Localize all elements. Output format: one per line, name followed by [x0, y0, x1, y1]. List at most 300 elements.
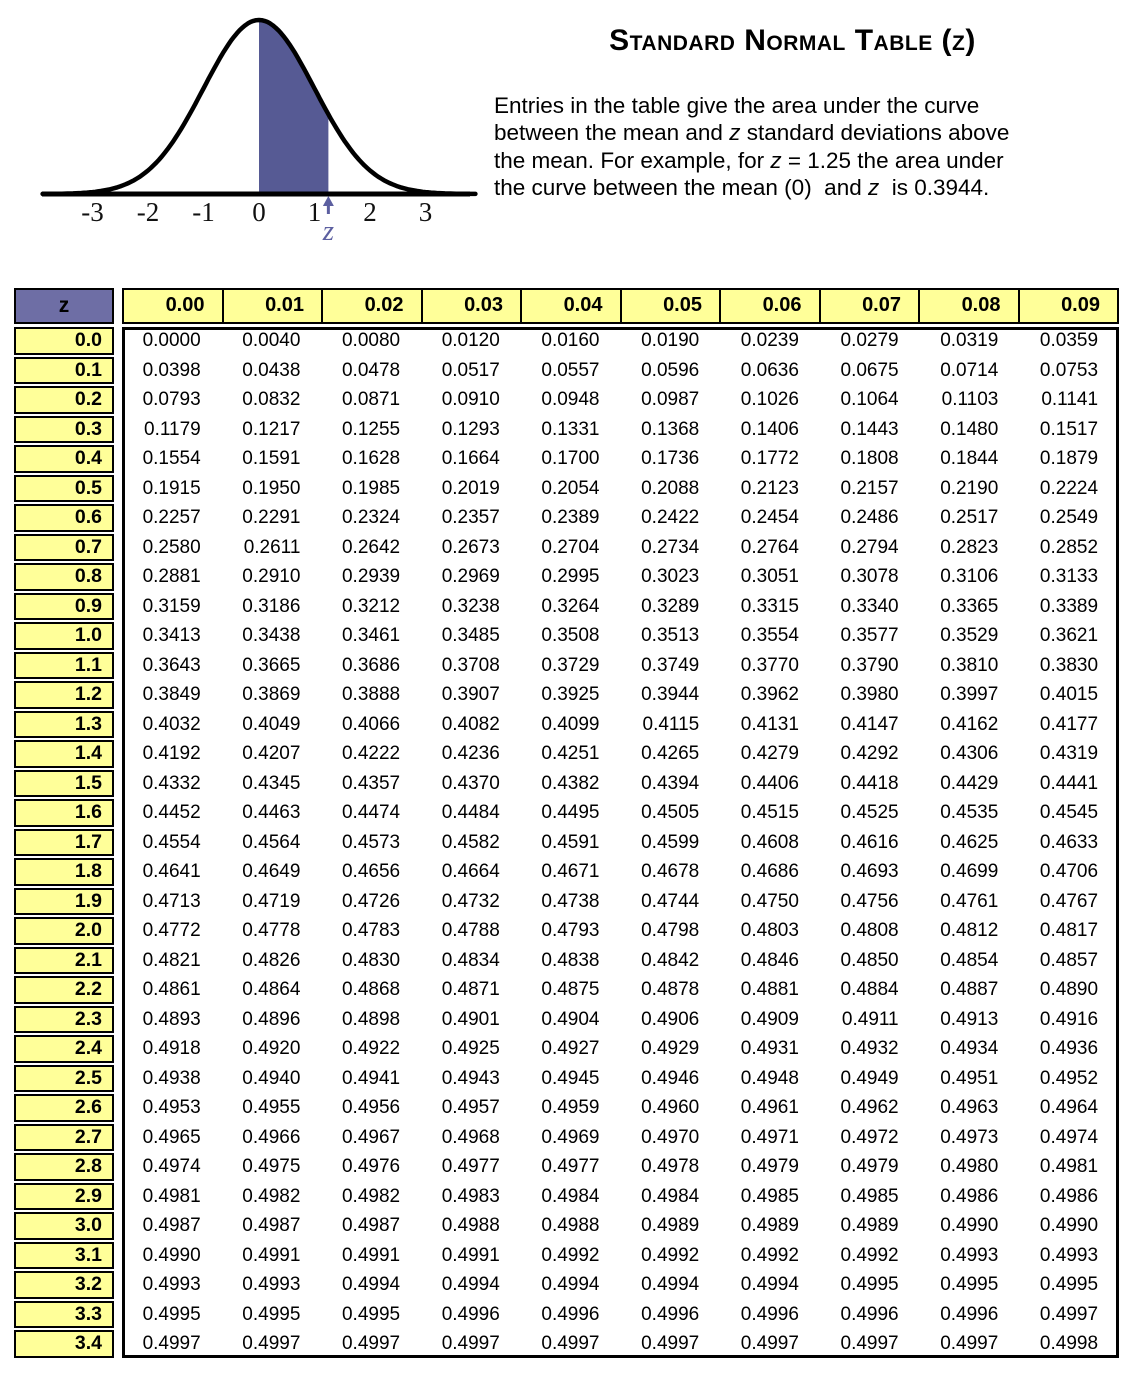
- table-cell: 0.4032: [142, 713, 201, 735]
- row-gap: [114, 1065, 122, 1093]
- table-cell: 0.4990: [142, 1244, 201, 1266]
- table-cell: 0.1879: [1039, 448, 1099, 469]
- z-row-label: 0.4: [14, 445, 114, 473]
- table-cell: 0.4738: [541, 890, 600, 912]
- table-cell: 0.4850: [840, 949, 899, 971]
- row-gap: [114, 770, 122, 798]
- z-corner-header: z: [14, 288, 114, 324]
- z-row-label: 1.3: [14, 711, 114, 739]
- table-cell: 0.4015: [1039, 684, 1099, 705]
- table-cell: 0.4934: [940, 1038, 999, 1059]
- table-cell: 0.1331: [541, 418, 600, 440]
- table-cell: 0.4964: [1039, 1097, 1099, 1118]
- table-cell: 0.4997: [441, 1333, 500, 1354]
- table-cell: 0.4961: [740, 1097, 799, 1118]
- table-cell: 0.4998: [1039, 1333, 1099, 1354]
- table-cell: 0.4992: [840, 1244, 899, 1266]
- table-cell: 0.2881: [142, 566, 201, 587]
- row-cells: [122, 622, 1119, 650]
- column-header: 0.09: [1020, 290, 1118, 322]
- row-cells: [122, 681, 1119, 709]
- table-cell: 0.2910: [242, 566, 301, 587]
- table-cell: 0.4082: [441, 713, 500, 735]
- table-cell: 0.2642: [341, 536, 401, 558]
- row-gap: [114, 593, 122, 621]
- z-row-label: 2.2: [14, 976, 114, 1004]
- row-gap: [114, 1006, 122, 1034]
- row-gap: [114, 976, 122, 1004]
- table-cell: 0.2611: [243, 536, 301, 558]
- table-cell: 0.4978: [641, 1156, 700, 1177]
- table-cell: 0.1950: [242, 477, 301, 499]
- table-cell: 0.0948: [541, 389, 600, 410]
- table-cell: 0.3997: [940, 684, 999, 705]
- table-cell: 0.4977: [541, 1156, 600, 1177]
- z-row-label: 2.1: [14, 947, 114, 975]
- table-cell: 0.4656: [341, 861, 401, 882]
- table-row: [14, 504, 1119, 532]
- table-cell: 0.3315: [740, 595, 799, 617]
- table-cell: 0.4484: [441, 802, 500, 823]
- table-cell: 0.2257: [142, 507, 201, 528]
- table-cell: 0.2734: [641, 536, 700, 558]
- table-cell: 0.4963: [940, 1097, 999, 1118]
- table-cell: 0.4922: [341, 1038, 401, 1059]
- x-axis-tick: 0: [252, 197, 266, 227]
- table-cell: 0.4932: [840, 1038, 899, 1059]
- table-cell: 0.2357: [441, 507, 500, 528]
- table-cell: 0.4887: [940, 979, 999, 1000]
- table-cell: 0.4967: [341, 1126, 401, 1148]
- table-cell: 0.4525: [840, 802, 899, 823]
- table-cell: 0.4871: [441, 979, 500, 1000]
- table-cell: 0.4925: [441, 1038, 500, 1059]
- table-cell: 0.4778: [242, 920, 301, 941]
- row-cells: [122, 1242, 1119, 1270]
- table-cell: 0.0675: [840, 359, 899, 381]
- table-cell: 0.4997: [641, 1333, 700, 1354]
- table-cell: 0.4966: [242, 1126, 301, 1148]
- row-gap: [114, 681, 122, 709]
- row-gap: [114, 534, 122, 562]
- table-row: [14, 1242, 1119, 1270]
- table-row: [14, 1094, 1119, 1122]
- table-row: [14, 1065, 1119, 1093]
- table-cell: 0.4207: [242, 743, 301, 764]
- row-cells: [122, 475, 1119, 503]
- row-cells: [122, 445, 1119, 473]
- table-cell: 0.4976: [341, 1156, 401, 1177]
- z-row-label: 0.3: [14, 416, 114, 444]
- row-gap: [114, 888, 122, 916]
- table-cell: 0.0910: [441, 389, 500, 410]
- table-cell: 0.0160: [541, 330, 600, 351]
- table-cell: 0.2389: [541, 507, 600, 528]
- z-row-label: 1.1: [14, 652, 114, 680]
- table-cell: 0.4756: [840, 890, 899, 912]
- row-cells: [122, 1183, 1119, 1211]
- table-cell: 0.3770: [740, 654, 799, 676]
- table-cell: 0.4744: [641, 890, 700, 912]
- table-cell: 0.3686: [341, 654, 401, 676]
- x-axis-tick: -3: [81, 197, 104, 227]
- description-text: between the mean and: [494, 120, 730, 146]
- table-cell: 0.0636: [740, 359, 799, 381]
- table-cell: 0.4495: [541, 802, 600, 823]
- table-cell: 0.4846: [740, 949, 799, 971]
- z-row-label: 2.5: [14, 1065, 114, 1093]
- table-row: [14, 327, 1119, 355]
- table-cell: 0.4984: [541, 1185, 600, 1207]
- table-row: [14, 416, 1119, 444]
- table-row: [14, 1153, 1119, 1181]
- table-cell: 0.4591: [541, 831, 600, 853]
- table-row: [14, 799, 1119, 827]
- row-cells: [122, 1153, 1119, 1181]
- table-cell: 0.4265: [641, 743, 700, 764]
- table-cell: 0.2823: [940, 536, 999, 558]
- table-cell: 0.4357: [341, 772, 401, 794]
- table-cell: 0.4713: [142, 890, 201, 912]
- table-header-row: [14, 288, 1119, 324]
- z-symbol: z: [729, 120, 741, 146]
- table-cell: 0.4641: [142, 861, 201, 882]
- table-cell: 0.3529: [940, 625, 999, 646]
- table-cell: 0.4306: [940, 743, 999, 764]
- table-cell: 0.4993: [242, 1274, 301, 1295]
- table-cell: 0.4982: [242, 1185, 301, 1207]
- table-cell: 0.0190: [641, 330, 700, 351]
- table-row: [14, 1271, 1119, 1299]
- z-row-label: 1.7: [14, 829, 114, 857]
- table-cell: 0.3729: [541, 654, 600, 676]
- table-cell: 0.4987: [341, 1215, 401, 1236]
- table-row: [14, 917, 1119, 945]
- table-cell: 0.4951: [940, 1067, 999, 1089]
- row-gap: [114, 1183, 122, 1211]
- table-cell: 0.4857: [1039, 949, 1099, 971]
- table-cell: 0.1293: [441, 418, 500, 440]
- table-row: [14, 1006, 1119, 1034]
- table-cell: 0.4994: [541, 1274, 600, 1295]
- table-cell: 0.4177: [1039, 713, 1099, 735]
- table-cell: 0.4986: [1039, 1185, 1099, 1207]
- table-cell: 0.2088: [641, 477, 700, 499]
- table-cell: 0.4927: [541, 1038, 600, 1059]
- table-cell: 0.3849: [142, 684, 201, 705]
- table-cell: 0.4981: [1039, 1156, 1099, 1177]
- table-cell: 0.3212: [341, 595, 401, 617]
- table-cell: 0.2324: [341, 507, 401, 528]
- table-cell: 0.4545: [1039, 802, 1099, 823]
- table-cell: 0.4955: [242, 1097, 301, 1118]
- table-cell: 0.4726: [341, 890, 401, 912]
- table-cell: 0.4131: [740, 713, 799, 735]
- page-title: Standard Normal Table (z): [609, 24, 976, 57]
- table-cell: 0.3023: [641, 566, 700, 587]
- table-row: [14, 947, 1119, 975]
- table-cell: 0.4943: [441, 1067, 500, 1089]
- table-cell: 0.0832: [242, 389, 301, 410]
- z-row-label: 3.4: [14, 1330, 114, 1358]
- table-cell: 0.4960: [641, 1097, 700, 1118]
- table-cell: 0.3159: [142, 595, 201, 617]
- table-cell: 0.3513: [641, 625, 700, 646]
- z-symbol: z: [867, 175, 880, 201]
- z-marker-label: z: [322, 215, 335, 246]
- row-cells: [122, 1094, 1119, 1122]
- table-cell: 0.4993: [142, 1274, 201, 1295]
- row-gap: [114, 799, 122, 827]
- shaded-area: [259, 20, 328, 194]
- table-cell: 0.4931: [740, 1038, 799, 1059]
- table-cell: 0.3340: [840, 595, 899, 617]
- table-cell: 0.4981: [142, 1185, 201, 1207]
- table-cell: 0.4345: [242, 772, 301, 794]
- row-gap: [114, 475, 122, 503]
- table-cell: 0.3389: [1039, 595, 1099, 617]
- table-cell: 0.2517: [940, 507, 999, 528]
- table-cell: 0.3238: [441, 595, 500, 617]
- table-cell: 0.4535: [940, 802, 999, 823]
- table-cell: 0.3925: [541, 684, 600, 705]
- table-cell: 0.4761: [940, 890, 999, 912]
- table-cell: 0.4996: [840, 1303, 899, 1325]
- table-cell: 0.1443: [840, 418, 899, 440]
- table-cell: 0.1808: [840, 448, 899, 469]
- table-cell: 0.4959: [541, 1097, 600, 1118]
- description-line: [494, 92, 1101, 119]
- table-cell: 0.1480: [940, 418, 999, 440]
- table-cell: 0.2291: [242, 507, 301, 528]
- table-cell: 0.0596: [641, 359, 700, 381]
- description-line: [494, 147, 1101, 174]
- table-cell: 0.4996: [541, 1303, 600, 1325]
- table-cell: 0.4767: [1039, 890, 1099, 912]
- table-cell: 0.3554: [740, 625, 799, 646]
- table-cell: 0.4975: [242, 1156, 301, 1177]
- table-cell: 0.4608: [740, 831, 799, 853]
- z-row-label: 2.8: [14, 1153, 114, 1181]
- table-row: [14, 681, 1119, 709]
- table-cell: 0.3810: [940, 654, 999, 676]
- table-cell: 0.4861: [142, 979, 201, 1000]
- column-header: 0.08: [920, 290, 1020, 322]
- table-cell: 0.4997: [840, 1333, 899, 1354]
- z-row-label: 1.5: [14, 770, 114, 798]
- table-cell: 0.4901: [441, 1008, 500, 1030]
- table-cell: 0.1915: [142, 477, 201, 499]
- table-cell: 0.4988: [541, 1215, 600, 1236]
- table-cell: 0.3621: [1039, 625, 1099, 646]
- z-row-label: 1.0: [14, 622, 114, 650]
- table-row: [14, 475, 1119, 503]
- table-cell: 0.4995: [341, 1303, 401, 1325]
- table-cell: 0.2939: [341, 566, 401, 587]
- table-cell: 0.4997: [1039, 1303, 1099, 1325]
- table-cell: 0.4732: [441, 890, 500, 912]
- column-header: 0.06: [721, 290, 821, 322]
- row-gap: [114, 711, 122, 739]
- table-cell: 0.3944: [641, 684, 700, 705]
- row-cells: [122, 1212, 1119, 1240]
- z-row-label: 0.9: [14, 593, 114, 621]
- table-cell: 0.3413: [142, 625, 201, 646]
- z-row-label: 2.0: [14, 917, 114, 945]
- z-row-label: 1.6: [14, 799, 114, 827]
- column-header: 0.07: [821, 290, 921, 322]
- z-row-label: 0.5: [14, 475, 114, 503]
- table-cell: 0.3461: [341, 625, 401, 646]
- table-cell: 0.4474: [341, 802, 401, 823]
- table-cell: 0.4994: [641, 1274, 700, 1295]
- table-row: [14, 386, 1119, 414]
- table-cell: 0.4992: [541, 1244, 600, 1266]
- table-cell: 0.4826: [242, 949, 301, 971]
- description-text: the curve between the mean (0) and: [494, 175, 868, 201]
- table-cell: 0.4719: [242, 890, 301, 912]
- table-cell: 0.0987: [641, 389, 700, 410]
- table-cell: 0.1141: [1041, 389, 1099, 410]
- table-cell: 0.4441: [1039, 772, 1099, 794]
- table-cell: 0.4929: [641, 1038, 700, 1059]
- table-cell: 0.2995: [541, 566, 600, 587]
- description-text: Entries in the table give the area under the curve: [494, 93, 980, 118]
- z-row-label: 2.4: [14, 1035, 114, 1063]
- table-row: [14, 1301, 1119, 1329]
- table-cell: 0.2969: [441, 566, 500, 587]
- table-cell: 0.4957: [441, 1097, 500, 1118]
- table-cell: 0.4996: [641, 1303, 700, 1325]
- table-cell: 0.0517: [441, 359, 500, 381]
- table-cell: 0.4962: [840, 1097, 899, 1118]
- row-cells: [122, 504, 1119, 532]
- table-cell: 0.1255: [341, 418, 401, 440]
- table-cell: 0.4803: [740, 920, 799, 941]
- table-cell: 0.4893: [142, 1008, 201, 1030]
- table-cell: 0.4418: [840, 772, 899, 794]
- table-cell: 0.0478: [341, 359, 401, 381]
- table-cell: 0.3888: [341, 684, 401, 705]
- x-axis-tick: -2: [136, 197, 160, 227]
- table-cell: 0.4987: [242, 1215, 301, 1236]
- table-body-wrap: [14, 327, 1119, 1358]
- table-cell: 0.2454: [740, 507, 799, 528]
- row-cells: [122, 563, 1119, 591]
- table-cell: 0.3106: [940, 566, 999, 587]
- z-row-label: 3.1: [14, 1242, 114, 1270]
- table-cell: 0.4573: [341, 831, 401, 853]
- table-row: [14, 652, 1119, 680]
- table-cell: 0.4997: [740, 1333, 799, 1354]
- table-cell: 0.1985: [341, 477, 401, 499]
- row-cells: [122, 1065, 1119, 1093]
- row-gap: [114, 947, 122, 975]
- row-cells: [122, 917, 1119, 945]
- table-cell: 0.4992: [740, 1244, 799, 1266]
- table-cell: 0.4938: [142, 1067, 201, 1089]
- z-row-label: 2.7: [14, 1124, 114, 1152]
- table-cell: 0.4834: [441, 949, 500, 971]
- table-cell: 0.1700: [541, 448, 600, 469]
- row-gap: [114, 445, 122, 473]
- table-cell: 0.4956: [341, 1097, 401, 1118]
- table-cell: 0.4279: [740, 743, 799, 764]
- description-text: = 1.25 the area under: [781, 147, 1004, 173]
- description-text: standard deviations above: [740, 120, 1010, 146]
- table-cell: 0.3508: [541, 625, 600, 646]
- table-cell: 0.4382: [541, 772, 600, 794]
- table-row: [14, 445, 1119, 473]
- table-row: [14, 593, 1119, 621]
- table-row: [14, 770, 1119, 798]
- z-row-label: 3.0: [14, 1212, 114, 1240]
- table-cell: 0.4987: [142, 1215, 201, 1236]
- table-cell: 0.4599: [641, 831, 700, 853]
- row-cells: [122, 1271, 1119, 1299]
- table-row: [14, 976, 1119, 1004]
- table-cell: 0.4463: [242, 802, 301, 823]
- table-cell: 0.4633: [1039, 831, 1099, 853]
- header-block: [480, 4, 1119, 246]
- table-cell: 0.4884: [840, 979, 899, 1000]
- table-row: [14, 1035, 1119, 1063]
- row-cells: [122, 888, 1119, 916]
- table-cell: 0.4693: [840, 861, 899, 882]
- table-cell: 0.4429: [940, 772, 999, 794]
- table-cell: 0.3438: [242, 625, 301, 646]
- table-cell: 0.4995: [840, 1274, 899, 1295]
- table-cell: 0.4980: [940, 1156, 999, 1177]
- z-row-label: 1.9: [14, 888, 114, 916]
- table-cell: 0.3749: [641, 654, 700, 676]
- table-cell: 0.4864: [242, 979, 301, 1000]
- table-cell: 0.1517: [1039, 418, 1099, 440]
- table-cell: 0.4979: [740, 1156, 799, 1177]
- table-row: [14, 1183, 1119, 1211]
- table-cell: 0.4920: [242, 1038, 301, 1059]
- table-row: [14, 1124, 1119, 1152]
- table-cell: 0.2224: [1039, 477, 1099, 499]
- table-cell: 0.3869: [242, 684, 301, 705]
- row-cells: [122, 1006, 1119, 1034]
- table-cell: 0.4699: [940, 861, 999, 882]
- table-cell: 0.4909: [740, 1008, 799, 1030]
- table-cell: 0.4941: [341, 1067, 401, 1089]
- x-axis-tick-labels: [81, 197, 432, 227]
- z-row-label: 3.2: [14, 1271, 114, 1299]
- table-cell: 0.4995: [242, 1303, 301, 1325]
- table-cell: 0.4251: [541, 743, 600, 764]
- table-cell: 0.4049: [242, 713, 301, 735]
- table-cell: 0.4812: [940, 920, 999, 941]
- table-cell: 0.4970: [641, 1126, 700, 1148]
- row-cells: [122, 1301, 1119, 1329]
- table-cell: 0.4452: [142, 802, 201, 823]
- description-line: [494, 119, 1101, 146]
- x-axis-tick: -1: [192, 197, 215, 227]
- table-cell: 0.4968: [441, 1126, 500, 1148]
- table-cell: 0.4616: [840, 831, 899, 853]
- table-row: [14, 829, 1119, 857]
- z-row-label: 1.8: [14, 858, 114, 886]
- table-cell: 0.4394: [641, 772, 700, 794]
- table-cell: 0.4911: [841, 1008, 899, 1030]
- table-cell: 0.4706: [1039, 861, 1099, 882]
- table-cell: 0.2549: [1039, 507, 1099, 528]
- table-cell: 0.4906: [641, 1008, 700, 1030]
- table-cell: 0.4678: [641, 861, 700, 882]
